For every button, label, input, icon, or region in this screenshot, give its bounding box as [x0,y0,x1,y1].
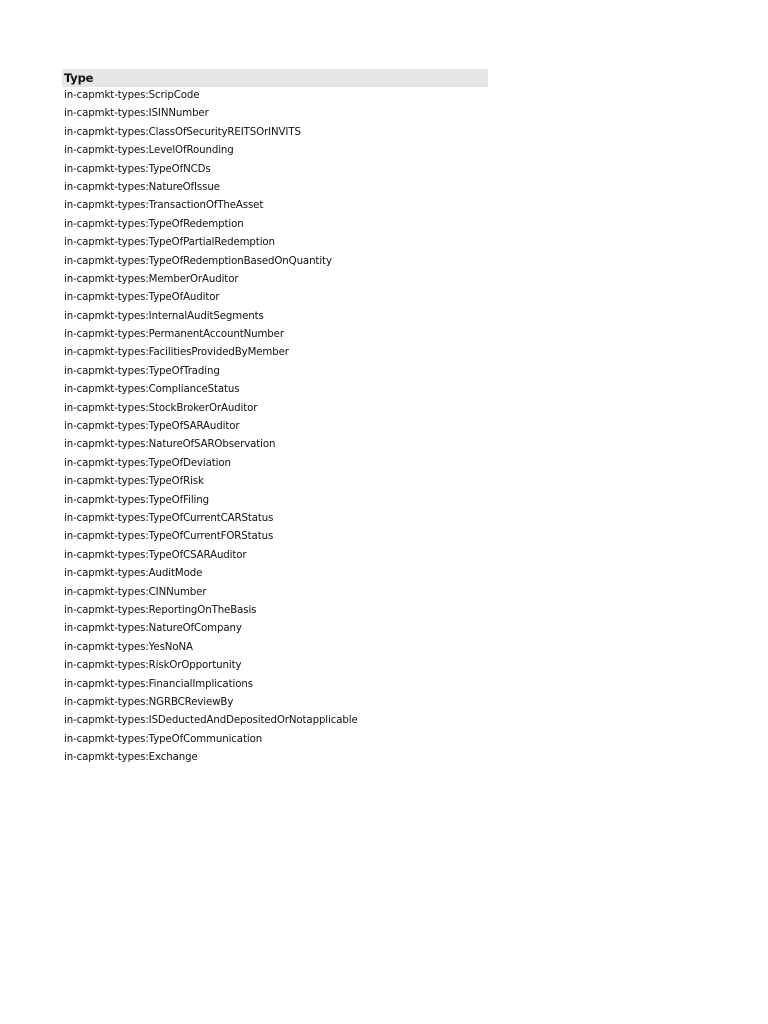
table-row: in-capmkt-types:FinancialImplications [64,678,253,690]
table-row: in-capmkt-types:ClassOfSecurityREITSOrINVITS [64,126,301,138]
table-row: in-capmkt-types:TypeOfCurrentCARStatus [64,512,274,524]
table-row: in-capmkt-types:YesNoNA [64,641,193,653]
table-row: in-capmkt-types:TypeOfSARAuditor [64,421,240,433]
table-row: in-capmkt-types:AuditMode [64,568,203,580]
table-row: in-capmkt-types:TypeOfPartialRedemption [64,237,275,249]
table-row: in-capmkt-types:ISDeductedAndDepositedOrNotapplicable [64,715,358,727]
table-row: in-capmkt-types:TransactionOfTheAsset [64,200,264,212]
table-row: in-capmkt-types:MemberOrAuditor [64,273,239,285]
table-row: in-capmkt-types:ISINNumber [64,108,209,120]
table-row: in-capmkt-types:TypeOfRisk [64,476,204,488]
table-row: in-capmkt-types:PermanentAccountNumber [64,329,284,341]
types-table [62,69,488,767]
table-row: in-capmkt-types:Exchange [64,752,198,764]
table-row: in-capmkt-types:NatureOfSARObservation [64,439,276,451]
table-row: in-capmkt-types:NGRBCReviewBy [64,696,234,708]
table-row: in-capmkt-types:NatureOfCompany [64,623,242,635]
table-row: in-capmkt-types:ScripCode [64,90,200,101]
table-row: in-capmkt-types:TypeOfTrading [64,365,220,377]
table-row: in-capmkt-types:TypeOfRedemptionBasedOnQuantity [64,255,332,267]
table-row: in-capmkt-types:InternalAuditSegments [64,310,264,322]
table-row: in-capmkt-types:StockBrokerOrAuditor [64,402,258,414]
types-list [62,87,488,767]
table-row: in-capmkt-types:TypeOfCurrentFORStatus [64,531,274,543]
table-row: in-capmkt-types:NatureOfIssue [64,181,220,193]
column-header-type: Type [62,69,488,87]
table-row: in-capmkt-types:TypeOfCSARAuditor [64,549,247,561]
table-row: in-capmkt-types:LevelOfRounding [64,145,234,157]
table-row: in-capmkt-types:TypeOfCommunication [64,733,263,745]
table-row: in-capmkt-types:TypeOfAuditor [64,292,220,304]
table-row: in-capmkt-types:ComplianceStatus [64,384,240,396]
table-row: in-capmkt-types:FacilitiesProvidedByMember [64,347,289,359]
table-row: in-capmkt-types:CINNumber [64,586,207,598]
table-row: in-capmkt-types:TypeOfFiling [64,494,210,506]
table-row: in-capmkt-types:ReportingOnTheBasis [64,604,257,616]
table-row: in-capmkt-types:TypeOfRedemption [64,218,244,230]
table-row: in-capmkt-types:RiskOrOpportunity [64,660,242,672]
table-row: in-capmkt-types:TypeOfDeviation [64,457,231,469]
table-row: in-capmkt-types:TypeOfNCDs [64,163,211,175]
